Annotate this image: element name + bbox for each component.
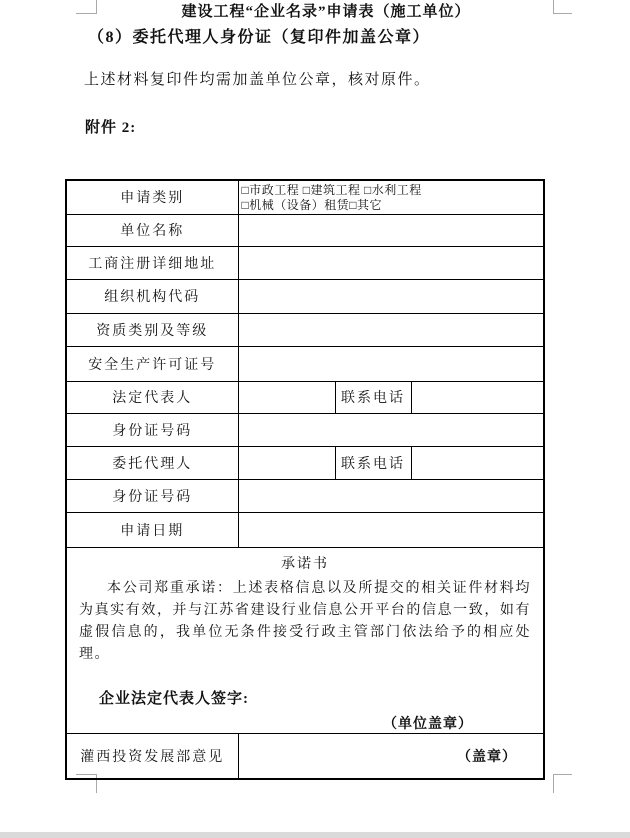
table-row xyxy=(66,381,544,413)
legal-rep-value-cell[interactable] xyxy=(238,381,335,413)
table-row xyxy=(66,279,544,313)
application-date-value-cell[interactable] xyxy=(238,512,544,547)
table-row xyxy=(66,479,544,512)
field-label-application-date: 申请日期 xyxy=(66,512,238,547)
registered-address-value-cell[interactable] xyxy=(238,246,544,279)
qualification-value-cell[interactable] xyxy=(238,313,544,346)
legal-rep-phone-value-cell[interactable] xyxy=(411,381,544,413)
page-gap-strip xyxy=(0,832,630,838)
table-row xyxy=(66,214,544,246)
agent-id-value-cell[interactable] xyxy=(238,479,544,512)
field-label-qualification: 资质类别及等级 xyxy=(66,313,238,346)
margin-crop-mark-top-right xyxy=(553,0,572,14)
legal-rep-signature-label: 企业法定代表人签字: xyxy=(99,690,249,707)
dept-opinion-value-cell[interactable]: （盖章） xyxy=(238,733,544,779)
category-options-line-2[interactable]: □机械（设备）租赁□其它 xyxy=(241,197,382,212)
field-label-agent-id: 身份证号码 xyxy=(66,479,238,512)
table-row xyxy=(66,733,544,779)
commitment-body: 本公司郑重承诺：上述表格信息以及所提交的相关证件材料均为真实有效，并与江苏省建设行业信息公开平台的信息一致，如有虚假信息的，我单位无条件接受行政主管部门依法给予的相应处理。 xyxy=(79,580,531,662)
application-form-table xyxy=(65,179,545,780)
safety-license-value-cell[interactable] xyxy=(238,346,544,381)
field-label-legal-rep-id: 身份证号码 xyxy=(66,413,238,446)
category-options-line-1[interactable]: □市政工程 □建筑工程 □水利工程 xyxy=(241,182,422,197)
commitment-cell xyxy=(66,547,544,733)
table-row xyxy=(66,547,544,733)
margin-crop-mark-bottom-right xyxy=(553,774,572,793)
application-category-options-cell[interactable] xyxy=(238,180,544,214)
agent-phone-value-cell[interactable] xyxy=(411,446,544,479)
field-label-org-code: 组织机构代码 xyxy=(66,279,238,313)
field-label-agent-phone: 联系电话 xyxy=(335,446,411,479)
table-row xyxy=(66,446,544,479)
field-label-application-category: 申请类别 xyxy=(66,180,238,214)
attachment-2-label: 附件 2: xyxy=(85,120,137,136)
materials-note: 上述材料复印件均需加盖单位公章，核对原件。 xyxy=(84,72,431,88)
form-title: 建设工程“企业名录”申请表（施工单位） xyxy=(181,4,471,20)
commitment-title: 承诺书 xyxy=(281,556,329,572)
unit-name-value-cell[interactable] xyxy=(238,214,544,246)
field-label-agent: 委托代理人 xyxy=(66,446,238,479)
table-row xyxy=(66,413,544,446)
margin-crop-mark-top-left xyxy=(76,0,97,14)
table-row xyxy=(66,512,544,547)
field-label-legal-rep-phone: 联系电话 xyxy=(335,381,411,413)
field-label-legal-rep: 法定代表人 xyxy=(66,381,238,413)
table-row xyxy=(66,313,544,346)
field-label-dept-opinion: 灌西投资发展部意见 xyxy=(66,733,238,779)
field-label-safety-license: 安全生产许可证号 xyxy=(66,346,238,381)
org-code-value-cell[interactable] xyxy=(238,279,544,313)
unit-seal-label: （单位盖章） xyxy=(383,716,473,732)
field-label-registered-address: 工商注册详细地址 xyxy=(66,246,238,279)
agent-value-cell[interactable] xyxy=(238,446,335,479)
legal-rep-id-value-cell[interactable] xyxy=(238,413,544,446)
list-item-8-heading: （8）委托代理人身份证（复印件加盖公章） xyxy=(88,29,431,46)
table-row xyxy=(66,180,544,214)
table-row xyxy=(66,246,544,279)
field-label-unit-name: 单位名称 xyxy=(66,214,238,246)
table-row xyxy=(66,346,544,381)
